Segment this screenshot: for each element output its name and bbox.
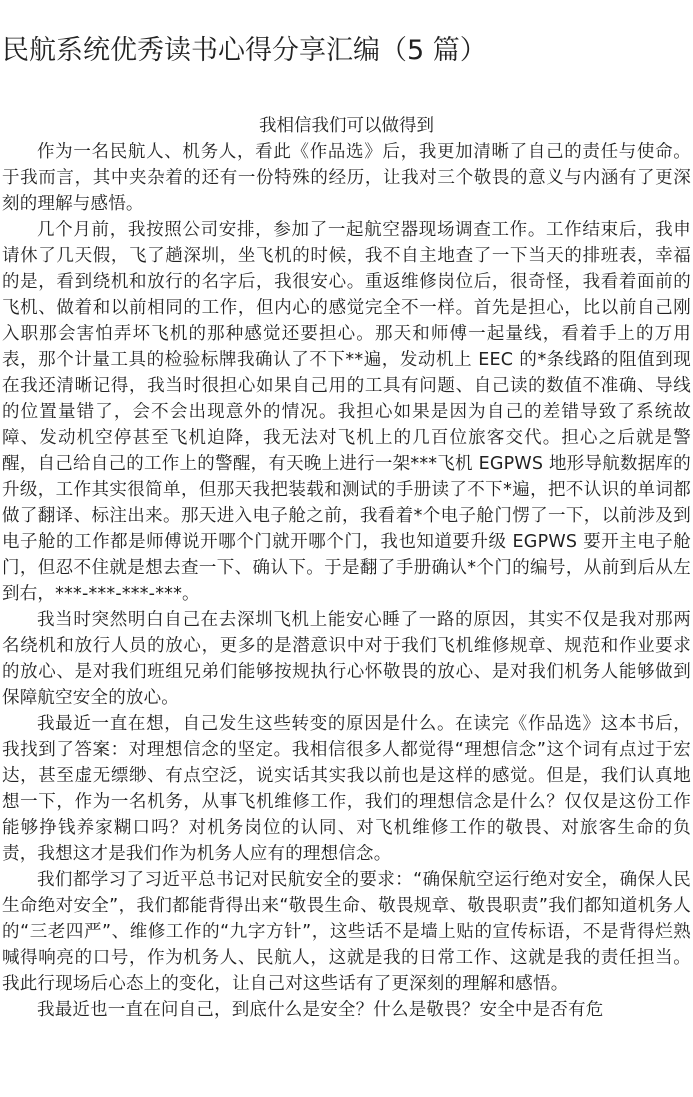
article-title: 我相信我们可以做得到 [259,116,434,136]
document-title: 民航系统优秀读书心得分享汇编（5 篇） [2,35,487,66]
paragraph-2: 几个月前，我按照公司安排，参加了一起航空器现场调查工作。工作结束后，我申请休了几天假，飞了趟深圳，坐飞机的时候，我不自主地查了一下当天的排班表，幸福的是，看到绕机和放行的名字后，我很安心。重返维修岗位后，很奇怪，我看着面前的飞机、做着和以前相同的工作，但内心的感觉完全不一样。首先是担心，比以前自己刚入职那会害怕弄坏飞机的那种感觉还要担心。那天和师傅一起量线，看着手上的万用表，那个计量工具的检验标牌我确认了不下**遍，发动机上 EEC 的*条线路的阻值到现在我还清晰记得，我当时很担心如果自己用的工具有问题、自己读的数值不准确、导线的位置量错了，会不会出现意外的情况。我担心如果是因为自己的差错导致了系统故障、发动机空停甚至飞机迫降，我无法对飞机上的几百位旅客交代。担心之后就是警醒，自己给自己的工作上的警醒，有天晚上进行一架***飞机 EGPWS 地形导航数据库的升级，工作其实很简单，但那天我把装载和测试的手册读了不下*遍，把不认识的单词都做了翻译、标注出来。那天进入电子舱之前，我看着*个电子舱门愣了一下，以前涉及到电子舱的工作都是师傅说开哪个门就开哪个门，我也知道要升级 EGPWS 要开主电子舱门，但忍不住就是想去查一下、确认下。于是翻了手册确认*个门的编号，从前到后从左到右，***-***-***-***。 [2,220,691,604]
paragraph-4: 我最近一直在想，自己发生这些转变的原因是什么。在读完《作品选》这本书后，我找到了答案：对理想信念的坚定。我相信很多人都觉得“理想信念”这个词有点过于宏达，甚至虚无缥缈、有点空泛，说实话其实我以前也是这样的感觉。但是，我们认真地想一下，作为一名机务，从事飞机维修工作，我们的理想信念是什么？仅仅是这份工作能够挣钱养家糊口吗？对机务岗位的认同、对飞机维修工作的敬畏、对旅客生命的负责，我想这才是我们作为机务人应有的理想信念。 [2,714,691,864]
paragraph-6: 我最近也一直在问自己，到底什么是安全？什么是敬畏？安全中是否有危 [37,1000,604,1020]
paragraph-1: 作为一名民航人、机务人，看此《作品选》后，我更加清晰了自己的责任与使命。于我而言，其中夹杂着的还有一份特殊的经历，让我对三个敬畏的意义与内涵有了更深刻的理解与感悟。 [2,142,691,214]
article [2,113,691,1023]
paragraph-5: 我们都学习了习近平总书记对民航安全的要求：“确保航空运行绝对安全，确保人民生命绝对安全”，我们都能背得出来“敬畏生命、敬畏规章、敬畏职责”我们都知道机务人的“三老四严”、维修工作的“九字方针”，这些话不是墙上贴的宣传标语，不是背得烂熟喊得响亮的口号，作为机务人、民航人，这就是我的日常工作、这就是我的责任担当。我此行现场后心态上的变化，让自己对这些话有了更深刻的理解和感悟。 [2,870,691,994]
paragraph-3: 我当时突然明白自己在去深圳飞机上能安心睡了一路的原因，其实不仅是我对那两名绕机和放行人员的放心，更多的是潜意识中对于我们飞机维修规章、规范和作业要求的放心、是对我们班组兄弟们能够按规执行心怀敬畏的放心、是对我们机务人能够做到保障航空安全的放心。 [2,610,691,708]
